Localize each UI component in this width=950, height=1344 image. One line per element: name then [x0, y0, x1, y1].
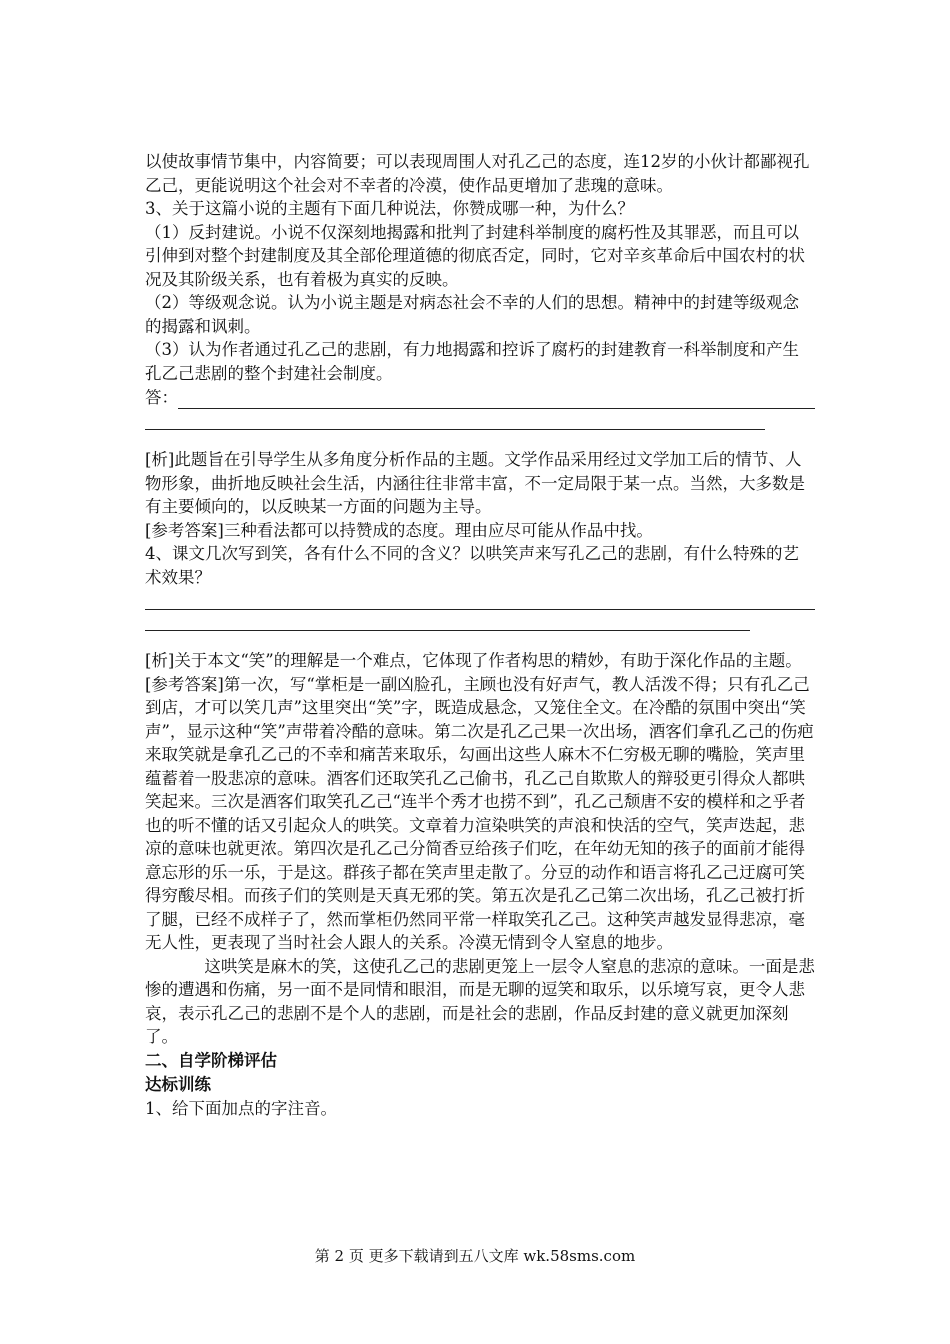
answer-line — [145, 385, 815, 409]
next-question: 1、给下面加点的字注音。 — [145, 1098, 337, 1118]
analysis-4: [析]关于本文“笑”的理解是一个难点，它体现了作者构思的精妙，有助于深化作品的主题。 — [145, 651, 802, 670]
answer-label: 答： — [145, 387, 178, 407]
subsection-heading: 达标训练 — [145, 1074, 211, 1094]
conclusion-paragraph: 这哄笑是麻木的笑，这使孔乙己的悲剧更笼上一层令人窒息的悲凉的意味。一面是悲惨的遭遇和伤痛，另一面不是同情和眼泪，而是无聊的逗笑和取乐，以乐境写哀，更令人悲哀，表示孔乙己的悲剧不是个人的悲剧，而是社会的悲剧，作品反封建的意义就更加深刻了。 — [145, 956, 815, 1046]
question-3-option-1: （1）反封建说。小说不仅深刻地揭露和批判了封建科举制度的腐朽性及其罪恶，而且可以引伸到对整个封建制度及其全部伦理道德的彻底否定，同时，它对辛亥革命后中国农村的状况及其阶级关系，也有着极为真实的反映。 — [145, 222, 805, 289]
section-heading: 二、自学阶梯评估 — [145, 1050, 277, 1070]
reference-answer-3: [参考答案]三种看法都可以持赞成的态度。理由应尽可能从作品中找。 — [145, 520, 653, 540]
question-3-option-3: （3）认为作者通过孔乙己的悲剧，有力地揭露和控诉了腐朽的封建教育一科举制度和产生孔乙己悲剧的整个封建社会制度。 — [145, 340, 799, 383]
answer-blank-3[interactable] — [145, 591, 815, 610]
question-3: 3、关于这篇小说的主题有下面几种说法，你赞成哪一种，为什么？ — [145, 199, 634, 218]
question-3-option-2: （2）等级观念说。认为小说主题是对病态社会不幸的人们的思想。精神中的封建等级观念的揭露和讽刺。 — [145, 293, 799, 336]
question-4: 4、课文几次写到笑，各有什么不同的含义？以哄笑声来写孔乙己的悲剧，有什么特殊的艺术效果？ — [145, 544, 799, 587]
reference-answer-4: [参考答案]第一次，写“掌柜是一副凶脸孔，主顾也没有好声气，教人活泼不得；只有孔乙己到店，才可以笑几声”这里突出“笑”字，既造成悬念，又笼住全文。在冷酷的氛围中突出“笑声”，显示这种“笑”声带着冷酷的意味。第二次是孔乙己果一次出场，酒客们拿孔乙己的伤疤来取笑就是拿孔乙己的不幸和痛苦来取乐，勾画出这些人麻木不仁穷极无聊的嘴脸，笑声里蕴蓄着一股悲凉的意味。酒客们还取笑孔乙己偷书，孔乙己自欺欺人的辩驳更引得众人都哄笑起来。三次是酒客们取笑孔乙己“连半个秀才也捞不到”，孔乙己颓唐不安的模样和之乎者也的听不懂的话又引起众人的哄笑。文章着力渲染哄笑的声浪和快活的空气，笑声迭起，悲凉的意味也就更浓。第四次是孔乙己分简香豆给孩子们吃，在年幼无知的孩子的面前才能得意忘形的乐一乐，于是这。群孩子都在笑声里走散了。分豆的动作和语言将孔乙己迂腐可笑得穷酸尽相。而孩子们的笑则是天真无邪的笑。第五次是孔乙己第二次出场，孔乙己被打折了腿，已经不成样子了，然而掌柜仍然同平常一样取笑孔乙己。这种笑声越发显得悲凉，毫无人性，更表现了当时社会人跟人的关系。冷漠无情到令人窒息的地步。 — [145, 674, 814, 952]
paragraph-intro: 以使故事情节集中，内容简要；可以表现周围人对孔乙己的态度，连12岁的小伙计都鄙视孔乙己，更能说明这个社会对不幸者的冷漠，使作品更增加了悲瑰的意味。 — [145, 152, 810, 195]
analysis-3: [析]此题旨在引导学生从多角度分析作品的主题。文学作品采用经过文学加工后的情节、人物形象，曲折地反映社会生活，内涵往往非常丰富，不一定局限于某一点。当然，大多数是有主要倾向的，以反映某一方面的问题为主导。 — [145, 450, 805, 516]
answer-blank-4[interactable] — [145, 612, 750, 631]
answer-blank-2[interactable] — [145, 411, 765, 430]
page-footer: 第 2 页 更多下载请到五八文库 wk.58sms.com — [314, 1247, 636, 1265]
answer-blank-1[interactable] — [178, 390, 815, 409]
document-body — [145, 150, 815, 1120]
